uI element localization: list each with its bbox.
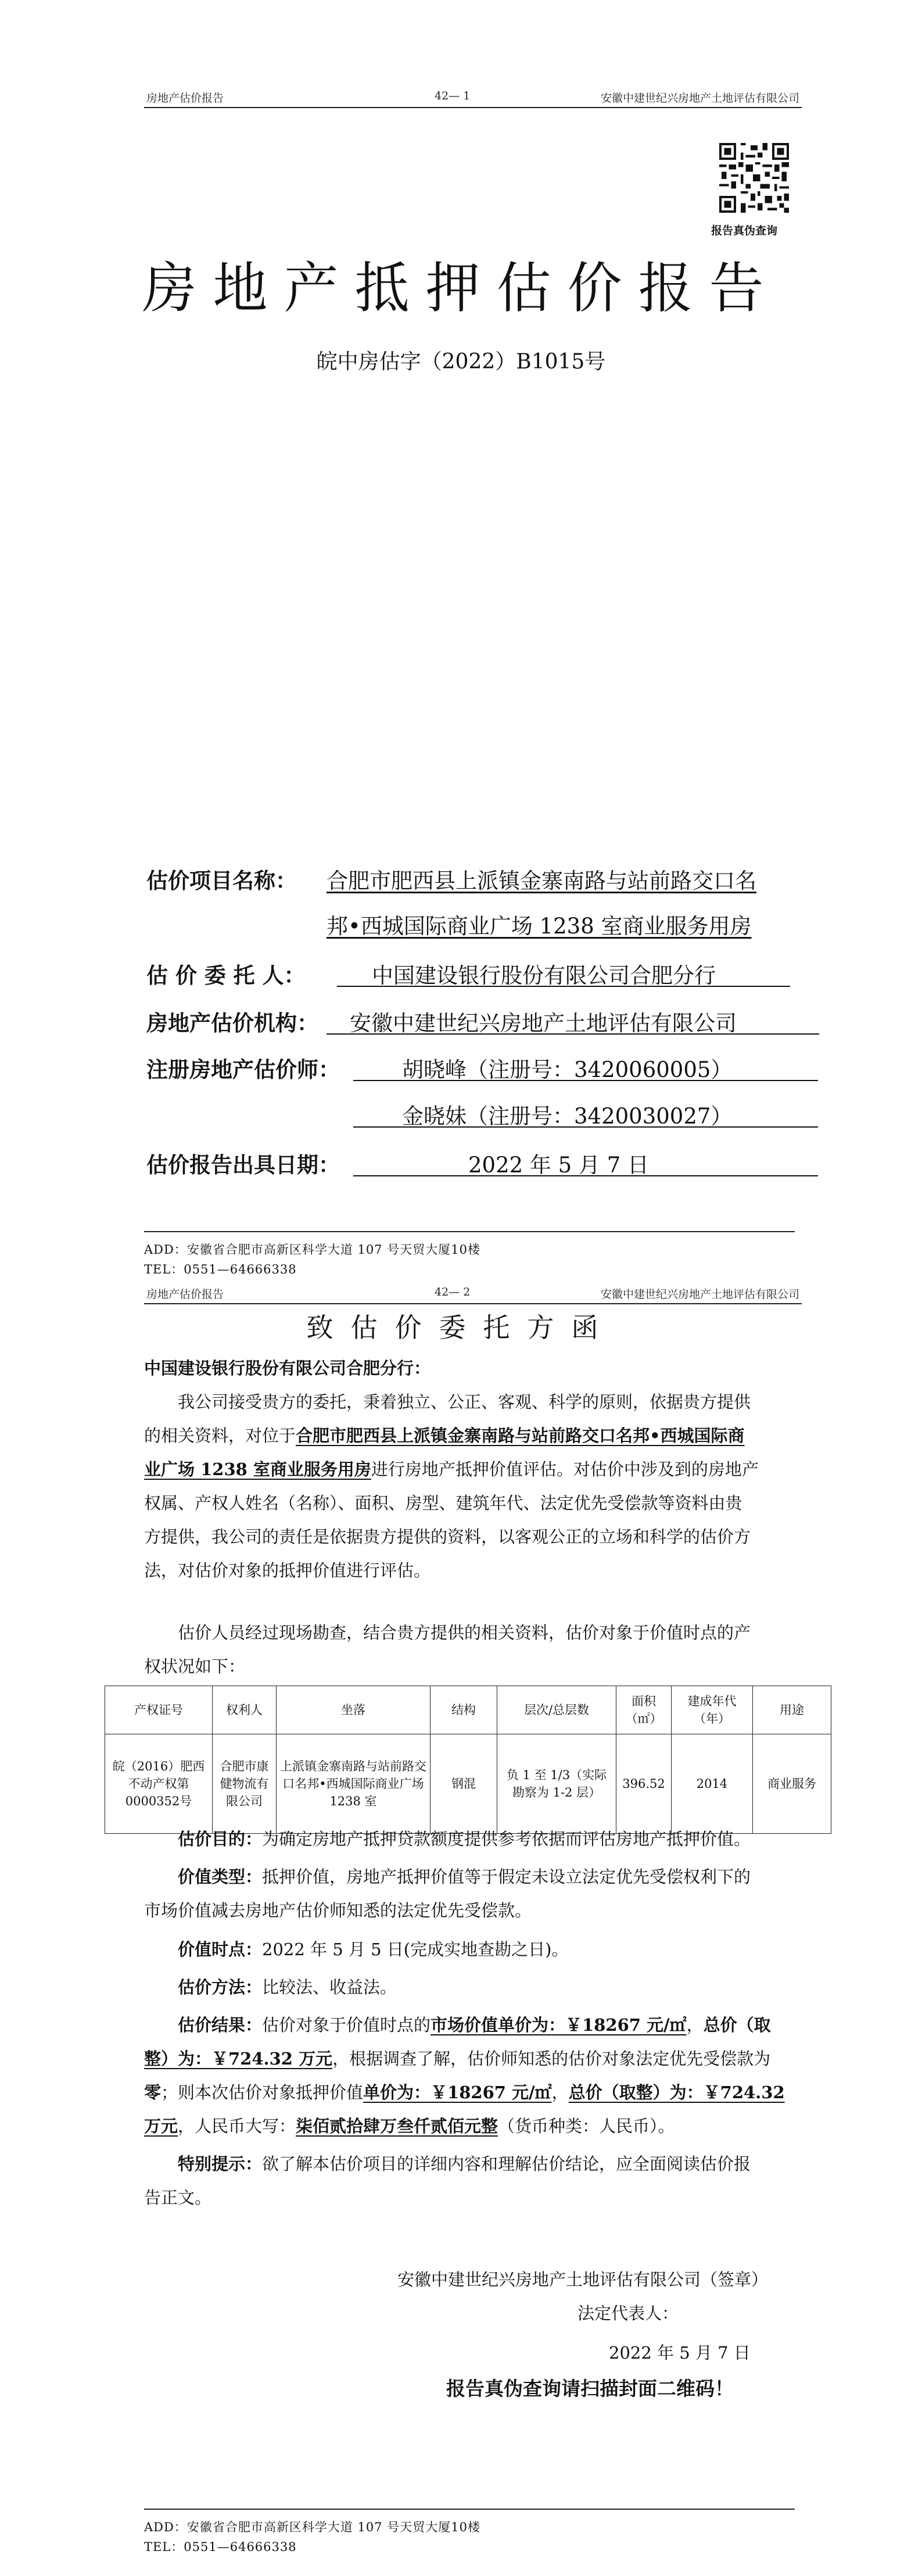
- tip-line-1: 特别提示：欲了解本估价项目的详细内容和理解估价结论，应全面阅读估价报: [178, 2154, 751, 2174]
- col-header: 结构: [430, 1686, 497, 1734]
- page2-footer-address: ADD：安徽省合肥市高新区科学大道 107 号天贸大厦10楼: [144, 2520, 480, 2534]
- col-header: 坐落: [277, 1686, 430, 1734]
- col-header: 建成年代（年）: [672, 1686, 753, 1734]
- col-header: 权利人: [213, 1686, 277, 1734]
- project-name-line1: 合肥市肥西县上派镇金寨南路与站前路交口名: [327, 868, 756, 893]
- value-type-line-2: 市场价值减去房地产估价师知悉的法定优先受偿款。: [144, 1901, 532, 1920]
- survey-line-1: 估价人员经过现场勘查，结合贵方提供的相关资料，估价对象于价值时点的产: [178, 1623, 751, 1643]
- header-right: 安徽中建世纪兴房地产土地评估有限公司: [600, 1288, 799, 1301]
- col-header: 层次/总层数: [497, 1686, 616, 1734]
- intro-line-6: 法，对估价对象的抵押价值进行评估。: [144, 1561, 431, 1580]
- appraiser1-value: 胡晓峰（注册号：3420060005）: [402, 1057, 733, 1082]
- header-page-number: 42— 2: [435, 1286, 471, 1298]
- intro-line-3: 业广场 1238 室商业服务用房进行房地产抵押价值评估。对估价中涉及到的房地产: [144, 1459, 759, 1479]
- org-value: 安徽中建世纪兴房地产土地评估有限公司: [350, 1011, 737, 1036]
- intro-line-5: 方提供，我公司的责任是依据贵方提供的资料，以客观公正的立场和科学的估价方: [144, 1527, 751, 1547]
- cell-usage: 商业服务: [753, 1734, 831, 1834]
- page1-footer-rule: [144, 1231, 795, 1232]
- org-label: 房地产估价机构：: [146, 1010, 318, 1036]
- issue-date-label: 估价报告出具日期：: [146, 1152, 340, 1178]
- page1-header: [144, 87, 802, 108]
- appraiser-label: 注册房地产估价师：: [146, 1057, 340, 1082]
- signature-company: 安徽中建世纪兴房地产土地评估有限公司（签章）: [397, 2270, 769, 2289]
- intro-line-1: 我公司接受贵方的委托，秉着独立、公正、客观、科学的原则，依据贵方提供: [178, 1392, 751, 1412]
- value-type-line-1: 价值类型：抵押价值，房地产抵押价值等于假定未设立法定优先受偿权利下的: [178, 1867, 751, 1887]
- qr-code-icon[interactable]: [719, 143, 789, 213]
- header-left: 房地产估价报告: [146, 1288, 224, 1301]
- property-address: 合肥市肥西县上派镇金寨南路与站前路交口名邦•西城国际商: [296, 1426, 745, 1446]
- result-line-3: 零；则本次估价对象抵押价值单价为：￥18267 元/㎡，总价（取整）为：￥724.32: [144, 2083, 785, 2102]
- cell-owner: 合肥市康健物流有限公司: [213, 1734, 277, 1834]
- page1-footer-address: ADD：安徽省合肥市高新区科学大道 107 号天贸大厦10楼: [144, 1243, 480, 1257]
- col-header: 面积（㎡）: [616, 1686, 672, 1734]
- letter-title: 致估价委托方函: [306, 1312, 616, 1343]
- page2-footer-rule: [144, 2509, 795, 2510]
- cell-structure: 钢混: [430, 1734, 497, 1834]
- header-right: 安徽中建世纪兴房地产土地评估有限公司: [600, 92, 799, 105]
- table-header-row: [105, 1686, 831, 1734]
- cell-cert-no: 皖（2016）肥西不动产权第0000352号: [105, 1734, 213, 1834]
- client-label: 估 价 委 托 人：: [146, 963, 306, 988]
- cell-year: 2014: [672, 1734, 753, 1834]
- page2-header: [144, 1283, 802, 1304]
- signature-date: 2022 年 5 月 7 日: [609, 2343, 751, 2363]
- header-page-number: 42— 1: [435, 90, 471, 102]
- col-header: 用途: [753, 1686, 831, 1734]
- appraiser2-value: 金晓妹（注册号：3420030027）: [402, 1104, 733, 1129]
- property-address-cont: 业广场 1238 室商业服务用房: [144, 1459, 371, 1479]
- verify-notice: 报告真伪查询请扫描封面二维码！: [446, 2377, 734, 2400]
- issue-date-value: 2022 年 5 月 7 日: [468, 1153, 650, 1178]
- survey-line-2: 权状况如下：: [144, 1656, 246, 1676]
- amount-in-words: 柒佰贰拾肆万叁仟贰佰元整: [296, 2116, 498, 2136]
- signature-representative: 法定代表人：: [577, 2303, 679, 2323]
- mortgage-total-price: 总价（取整）为：￥724.32: [568, 2083, 785, 2102]
- table-row: [105, 1734, 831, 1834]
- property-table: [105, 1686, 831, 1834]
- tip-line-2: 告正文。: [144, 2188, 212, 2208]
- header-left: 房地产估价报告: [146, 92, 224, 105]
- page1-footer-tel: TEL：0551—64666338: [144, 1262, 297, 1276]
- addressee: 中国建设银行股份有限公司合肥分行：: [144, 1358, 431, 1378]
- intro-line-2: 的相关资料，对位于合肥市肥西县上派镇金寨南路与站前路交口名邦•西城国际商: [144, 1426, 745, 1446]
- cell-location: 上派镇金寨南路与站前路交口名邦•西城国际商业广场 1238 室: [277, 1734, 430, 1834]
- market-unit-price: 市场价值单价为：￥18267 元/㎡: [430, 2015, 687, 2035]
- qr-caption: 报告真伪查询: [711, 224, 778, 237]
- cell-area: 396.52: [616, 1734, 672, 1834]
- method-line: 估价方法：比较法、收益法。: [178, 1977, 397, 1997]
- report-title: 房地产抵押估价报告: [142, 257, 780, 320]
- report-number: 皖中房估字（2022）B1015号: [316, 350, 606, 374]
- page2-footer-tel: TEL：0551—64666338: [144, 2540, 297, 2554]
- cell-floors: 负 1 至 1/3（实际勘察为 1-2 层）: [497, 1734, 616, 1834]
- client-value: 中国建设银行股份有限公司合肥分行: [372, 963, 716, 988]
- mortgage-unit-price: 单价为：￥18267 元/㎡: [363, 2083, 552, 2102]
- purpose-line: 估价目的：为确定房地产抵押贷款额度提供参考依据而评估房地产抵押价值。: [178, 1829, 751, 1849]
- intro-line-4: 权属、产权人姓名（名称）、面积、房型、建筑年代、法定优先受偿款等资料由贵: [144, 1493, 742, 1513]
- project-name-label: 估价项目名称：: [146, 868, 297, 893]
- market-total-price: 整）为：￥724.32 万元: [144, 2049, 333, 2069]
- result-line-4: 万元，人民币大写：柒佰贰拾肆万叁仟贰佰元整（货币种类：人民币）。: [144, 2116, 675, 2136]
- result-line-2: 整）为：￥724.32 万元，根据调查了解，估价师知悉的估价对象法定优先受偿款为: [144, 2049, 771, 2069]
- col-header: 产权证号: [105, 1686, 213, 1734]
- project-name-line2: 邦•西城国际商业广场 1238 室商业服务用房: [327, 914, 752, 939]
- result-line-1: 估价结果：估价对象于价值时点的市场价值单价为：￥18267 元/㎡，总价（取: [178, 2015, 771, 2035]
- value-time-line: 价值时点：2022 年 5 月 5 日(完成实地查勘之日)。: [178, 1940, 569, 1959]
